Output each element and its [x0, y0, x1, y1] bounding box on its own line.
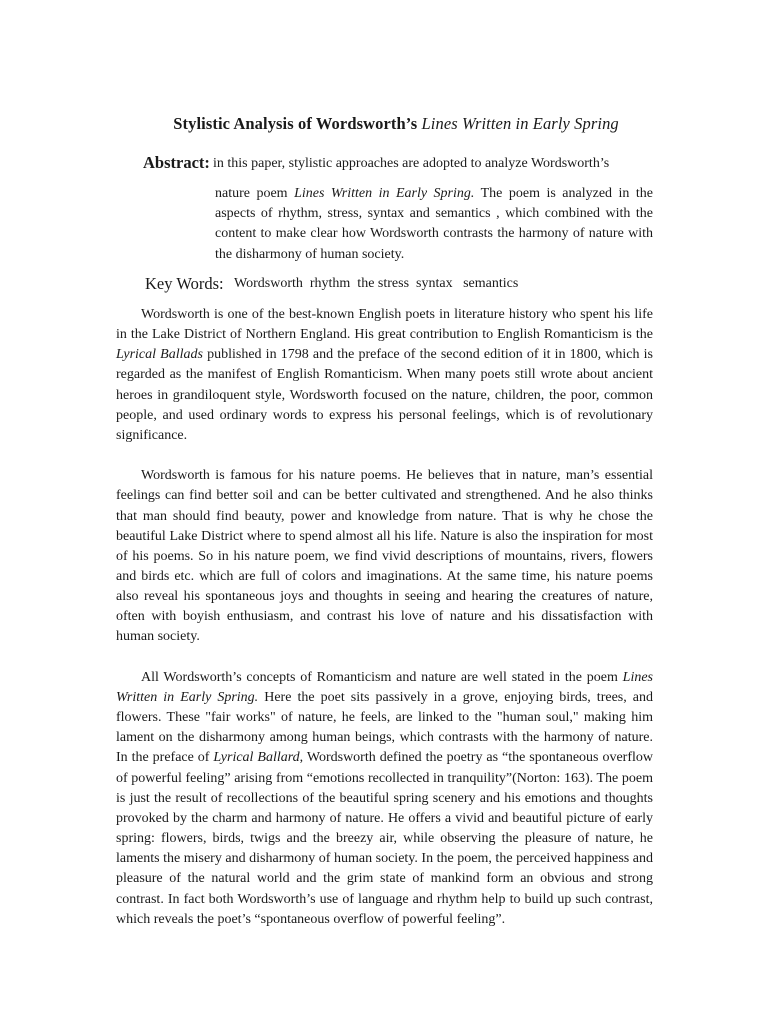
keywords-values: Wordsworth rhythm the stress syntax semantics	[234, 276, 519, 291]
p1-text-a: Wordsworth is one of the best-known English poets in literature history who spent his life in the Lake District of Northern England. His great contribution to English Romanticism is the	[116, 307, 653, 343]
title-prefix: Stylistic Analysis of Wordsworth’s	[173, 114, 418, 133]
abstract-first-line: in this paper, stylistic approaches are adopted to analyze Wordsworth’s	[213, 156, 610, 171]
title-poem-name: Lines Written in Early Spring	[421, 114, 619, 133]
p1-text-b: published in 1798 and the preface of the second edition of it in 1800, which is regarded as the manifest of English Romanticism. When many poets still wrote about ancient heroes in grandiloquent style, Wordsworth focused on the nature, children, the poor, common people, and used ordinary words to express his personal feelings, which is of revolutionary significance.	[116, 347, 653, 443]
paragraph-1	[116, 305, 653, 446]
paragraph-3	[116, 668, 653, 930]
p3-text-b: Here the poet sits passively in a grove, enjoying birds, trees, and flowers. These "fair works" of nature, he feels, are linked to the "human soul," making him lament on the disharmony among human beings, which contrasts with the harmony of nature. In the preface of	[116, 689, 653, 766]
abstract-label: Abstract:	[143, 153, 210, 172]
abstract-text-a: nature poem	[215, 186, 295, 201]
abstract-text-b: The poem is analyzed in the aspects of rhythm, stress, syntax and semantics , which combined with the content to make clear how Wordsworth contrasts the harmony of nature with the disharmony of human society.	[215, 186, 653, 262]
abstract-poem-name: Lines Written in Early Spring.	[294, 186, 475, 201]
body-text	[116, 305, 653, 930]
p3-italic-1: Lines Written in Early Spring.	[116, 669, 653, 705]
p3-text-a: All Wordsworth’s concepts of Romanticism and nature are well stated in the poem	[141, 669, 623, 685]
paragraph-2: Wordsworth is famous for his nature poems. He believes that in nature, man’s essential feelings can find better soil and can be better cultivated and strengthened. And he also thinks that man should find beauty, power and knowledge from nature. That is why he chose the beautiful Lake District where to spend almost all his life. Nature is also the inspiration for most of his poems. So in his nature poem, we find vivid descriptions of mountains, rivers, flowers and birds etc. which are full of colors and imaginations. At the same time, his nature poems also reveal his spontaneous joys and thoughts in seeing and hearing the creatures of nature, often with boyish enthusiasm, and contrast his love of nature and his dissatisfaction with human society.	[116, 468, 653, 645]
keywords-label: Key Words:	[145, 274, 224, 293]
abstract-body	[215, 184, 653, 265]
p3-text-c: , Wordsworth defined the poetry as “the spontaneous overflow of powerful feeling” arising from “emotions recollected in tranquility”(Norton: 163). The poem is just the result of recollections of the beautiful spring scenery and his emotions and thoughts provoked by the charm and harmony of nature. He offers a vivid and beautiful picture of early spring: flowers, birds, twigs and the breezy air, while observing the pleasure of nature, he laments the misery and disharmony of human society. In the poem, the perceived happiness and pleasure of the natural world and the grim state of mankind form an obvious and strong contrast. In fact both Wordsworth’s use of language and rhythm help to build up such contrast, which reveals the poet’s “spontaneous overflow of powerful feeling”.	[116, 750, 653, 927]
paper-title	[0, 114, 768, 134]
p3-italic-2: Lyrical Ballard	[213, 750, 300, 766]
p1-italic: Lyrical Ballads	[116, 347, 203, 363]
